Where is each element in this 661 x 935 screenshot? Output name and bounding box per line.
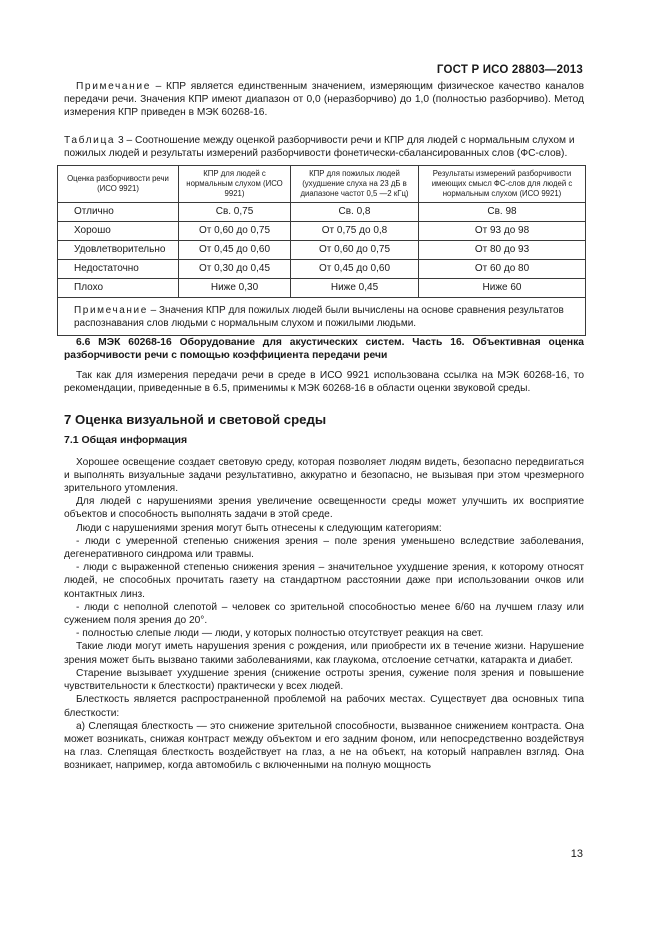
table-cell: От 0,45 до 0,60 (179, 241, 291, 260)
table-cell: Ниже 0,45 (291, 279, 419, 298)
table3-caption-text: 3 – Соотношение между оценкой разборчивости речи и КПР для людей с нормальным слухом и пожилых людей и результаты измерений разборчивости фонетически-сбалансированных слов (ФС-слов). (64, 134, 575, 159)
table-cell: Хорошо (58, 222, 179, 241)
table3-caption-label: Таблица (64, 134, 116, 146)
list-item: - полностью слепые люди — люди, у которых полностью отсутствует реакция на свет. (76, 628, 484, 640)
table-cell: От 60 до 80 (419, 260, 586, 279)
table3-header: КПР для пожилых людей (ухудшение слуха на 23 дБ в диапазоне частот 0,5 —2 кГц) (291, 166, 419, 203)
table-cell: От 0,60 до 0,75 (179, 222, 291, 241)
list-item: - люди с выраженной степенью снижения зрения – значительное ухудшение зрения, к которому относят людей, не способных прочитать газету на стандартном расстоянии даже при использовании очков или контактных линз. (64, 562, 584, 600)
table-cell: Св. 0,8 (291, 203, 419, 222)
table-row (58, 260, 586, 279)
section-7-1-heading: 7.1 Общая информация (64, 434, 188, 447)
table3-note-row (58, 298, 586, 336)
paragraph: Блесткость является распространенной проблемой на рабочих местах. Существует два основных типа блесткости: (64, 694, 584, 719)
table-cell: Удовлетворительно (58, 241, 179, 260)
table3-note-label: Примечание (74, 305, 148, 317)
paragraph: Для людей с нарушениями зрения увеличение освещенности среды может улучшить их восприятие объектов и способность выполнять задачи в этой среде. (64, 496, 584, 521)
table-cell: От 0,60 до 0,75 (291, 241, 419, 260)
table-cell: От 80 до 93 (419, 241, 586, 260)
table3 (57, 165, 586, 336)
table3-note-text: – Значения КПР для пожилых людей были вычислены на основе сравнения результатов распознавания слов людьми с нормальным слухом и пожилыми людьми. (74, 305, 564, 330)
table3-header: Оценка разборчивости речи (ИСО 9921) (58, 166, 179, 203)
table-row (58, 203, 586, 222)
paragraph: а) Слепящая блесткость — это снижение зрительной способности, вызванное снижением контраста. Она может возникать, снижая контраст между объектом и его задним фоном, или непосредственно воздействуя на глаз. Слепящая блесткость воздействует на глаз, а не на объект, на который направлен взгляд. Она возникает, например, когда автомобиль с включенными на полную мощность (64, 720, 584, 772)
table3-header: Результаты измерений разборчивости имеющих смысл ФС-слов для людей с нормальным слухом (ИСО 9921) (419, 166, 586, 203)
table-cell: От 0,45 до 0,60 (291, 260, 419, 279)
paragraph: Люди с нарушениями зрения могут быть отнесены к следующим категориям: (76, 522, 442, 534)
page-number: 13 (570, 848, 583, 860)
paragraph: Старение вызывает ухудшение зрения (снижение остроты зрения, сужение поля зрения и повышение чувствительности к блесткости) практически у всех людей. (64, 667, 584, 693)
table-cell: Ниже 60 (419, 279, 586, 298)
table3-note (58, 298, 586, 336)
table-row (58, 241, 586, 260)
table-cell: Св. 0,75 (179, 203, 291, 222)
table-row (58, 222, 586, 241)
table-cell: Ниже 0,30 (179, 279, 291, 298)
list-item: - люди с умеренной степенью снижения зрения – поле зрения уменьшено вследствие заболевания, дегенеративного синдрома или травмы. (64, 535, 584, 561)
table-cell: Недостаточно (58, 260, 179, 279)
table-cell: От 0,75 до 0,8 (291, 222, 419, 241)
paragraph: Хорошее освещение создает световую среду, которая позволяет людям видеть, безопасно передвигаться и выполнять визуальные задачи результативно, аккуратно и безопасно, не вызывая при этом чрезмерного зрительного утомления. (64, 456, 584, 495)
page-content (64, 80, 584, 773)
document-code: ГОСТ Р ИСО 28803—2013 (436, 64, 583, 76)
table3-header-row (58, 166, 586, 203)
note-top-label: Примечание (76, 81, 151, 92)
paragraph: Такие люди могут иметь нарушения зрения с рождения, или приобрести их в течение жизни. Нарушение зрения может быть вызвано такими заболеваниями, как глаукома, отслоение сетчатки, катаракта и диабет. (64, 641, 584, 666)
section-6-6-heading: 6.6 МЭК 60268-16 Оборудование для акустических систем. Часть 16. Объективная оценка разборчивости речи с помощью коэффициента передачи речи (64, 337, 584, 362)
section-7-heading: 7 Оценка визуальной и световой среды (64, 412, 327, 428)
list-item: - люди с неполной слепотой – человек со зрительной способностью менее 6/60 на лучшем глазу или сужением поля зрения до 20°. (64, 601, 584, 627)
table-cell: Плохо (58, 279, 179, 298)
table-cell: Отлично (58, 203, 179, 222)
table-cell: Св. 98 (419, 203, 586, 222)
table3-caption (64, 134, 584, 160)
table3-header: КПР для людей с нормальным слухом (ИСО 9921) (179, 166, 291, 203)
section-6-6-paragraph: Так как для измерения передачи речи в среде в ИСО 9921 использована ссылка на МЭК 60268-16, то рекомендации, приведенные в 6.5, применимы к МЭК 60268-16 в области оценки звуковой среды. (64, 369, 584, 395)
note-top-text: – КПР является единственным значением, измеряющим физическое качество каналов передачи речи. Значения КПР имеют диапазон от 0,0 (неразборчиво) до 1,0 (полностью разборчиво). Метод измерения КПР приведен в МЭК 60268-16. (64, 81, 584, 119)
table-cell: От 93 до 98 (419, 222, 586, 241)
note-top (64, 80, 584, 120)
table-cell: От 0,30 до 0,45 (179, 260, 291, 279)
table-row (58, 279, 586, 298)
